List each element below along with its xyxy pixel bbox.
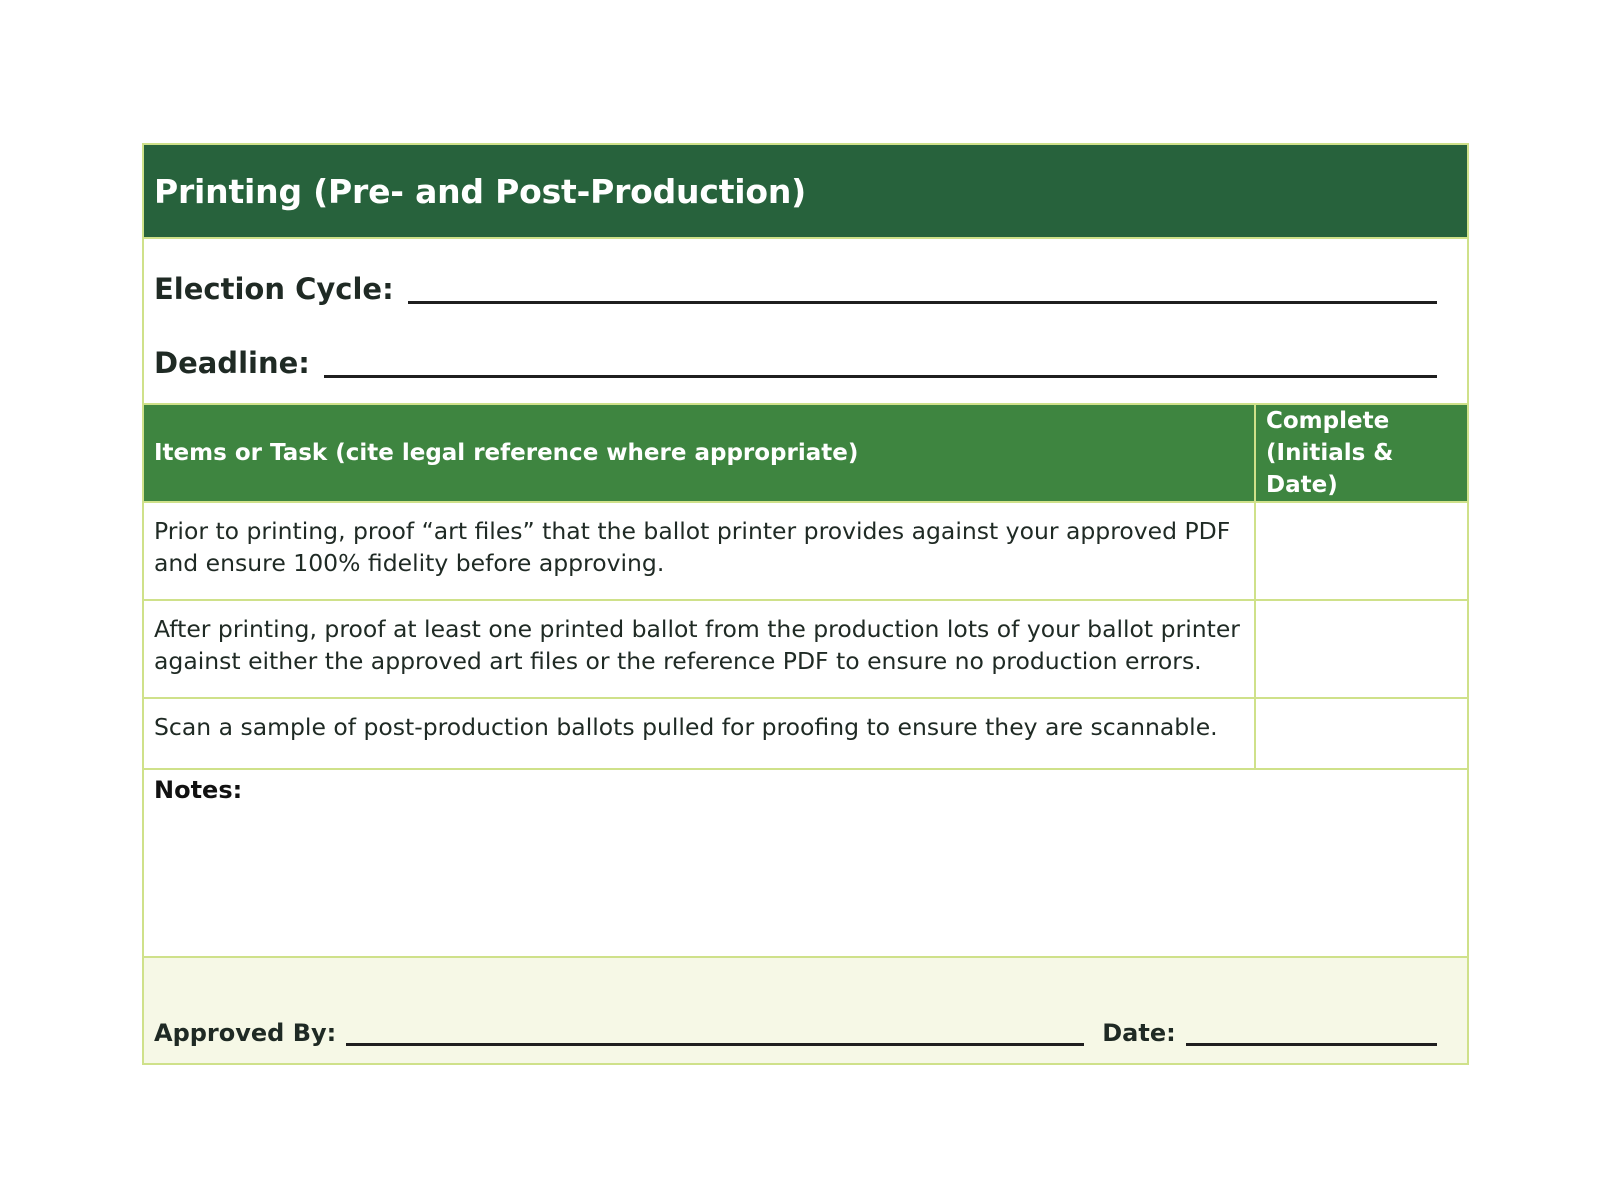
notes-section[interactable] [144, 770, 1467, 958]
task-cell: Prior to printing, proof “art files” that the ballot printer provides against your approved PDF and ensure 100% fidelity before approving. [144, 502, 1255, 600]
approval-section [144, 958, 1467, 1063]
election-cycle-row [154, 272, 1437, 306]
task-table [144, 405, 1467, 770]
date-field[interactable] [1186, 1042, 1437, 1046]
header-complete: Complete (Initials & Date) [1255, 405, 1467, 502]
table-header-row [144, 405, 1467, 502]
date-label: Date: [1102, 1019, 1176, 1047]
header-task: Items or Task (cite legal reference where appropriate) [144, 405, 1255, 502]
complete-cell[interactable] [1255, 600, 1467, 698]
approval-row [154, 1018, 1437, 1048]
notes-label: Notes: [154, 776, 243, 804]
form-title: Printing (Pre- and Post-Production) [154, 171, 807, 211]
election-cycle-field[interactable] [408, 300, 1437, 304]
approved-by-label: Approved By: [154, 1019, 337, 1047]
checklist-form [142, 143, 1469, 1065]
deadline-row [154, 346, 1437, 380]
election-cycle-label: Election Cycle: [154, 272, 394, 306]
complete-cell[interactable] [1255, 502, 1467, 600]
title-bar [144, 145, 1467, 239]
table-row [144, 600, 1467, 698]
deadline-field[interactable] [324, 374, 1437, 378]
table-row [144, 502, 1467, 600]
task-cell: Scan a sample of post-production ballots pulled for proofing to ensure they are scannable. [144, 698, 1255, 769]
complete-cell[interactable] [1255, 698, 1467, 769]
table-row [144, 698, 1467, 769]
deadline-label: Deadline: [154, 346, 310, 380]
task-cell: After printing, proof at least one printed ballot from the production lots of your ballot printer against either the approved art files or the reference PDF to ensure no production errors. [144, 600, 1255, 698]
meta-section [144, 239, 1467, 405]
approved-by-field[interactable] [346, 1042, 1084, 1046]
